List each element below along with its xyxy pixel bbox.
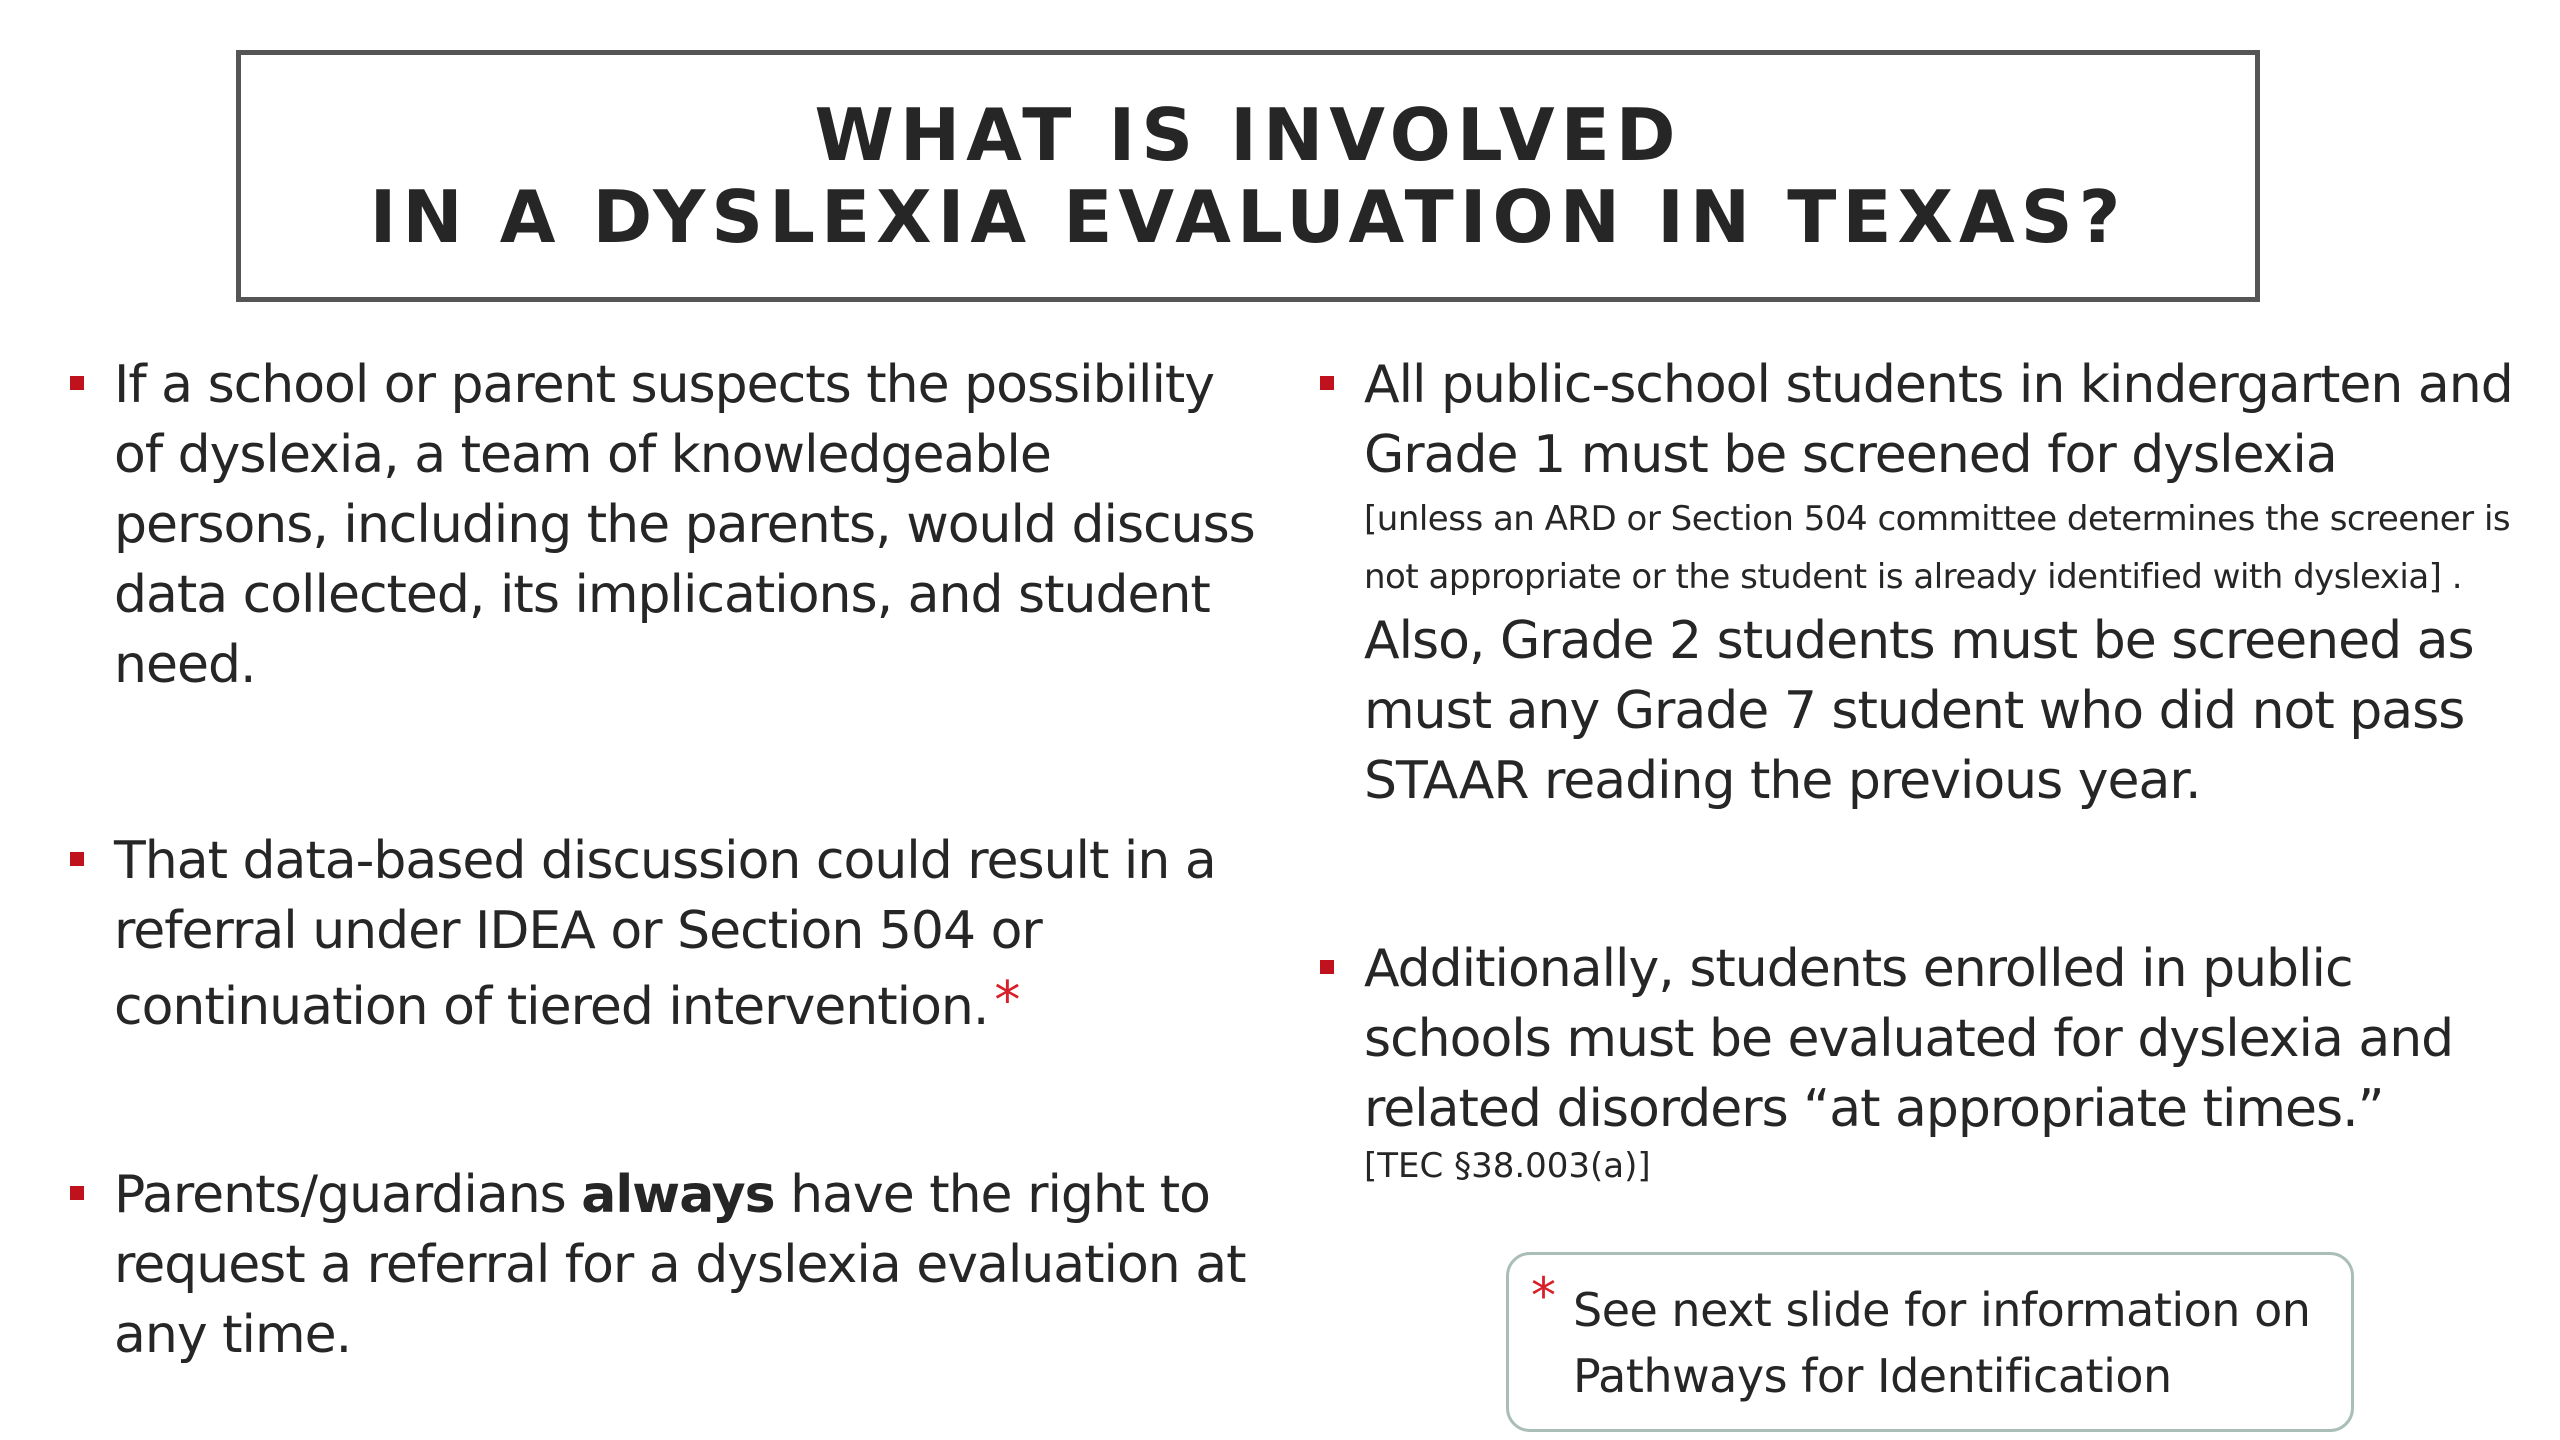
citation: [TEC §38.003(a)] xyxy=(1364,1146,1651,1186)
left-bullet-2-text xyxy=(114,826,1258,1042)
left-bullet-3-text xyxy=(114,1160,1258,1370)
note-text: See next slide for information on Pathways for Identification xyxy=(1573,1283,2311,1403)
right-bullet-1-bracket: [unless an ARD or Section 504 committee determines the screener is not appropriate or the student is already identified with dyslexia] . xyxy=(1364,499,2511,597)
title-line-1: WHAT IS INVOLVED xyxy=(814,93,1682,177)
right-bullet-1-main: All public-school students in kindergarten and Grade 1 must be screened for dyslexia xyxy=(1364,355,2513,485)
left-bullet-3-emphasis: always xyxy=(581,1165,775,1225)
note-asterisk: * xyxy=(1531,1267,1556,1325)
right-bullet-1-continued: Also, Grade 2 students must be screened as must any Grade 7 student who did not pass STAAR reading the previous year. xyxy=(1364,611,2474,811)
right-bullet-1 xyxy=(1318,350,2538,816)
left-bullet-2 xyxy=(68,826,1258,1042)
left-bullet-3 xyxy=(68,1160,1258,1370)
bullet-square-icon xyxy=(1320,960,1334,974)
left-bullet-3-before: Parents/guardians xyxy=(114,1165,582,1225)
title-line-2: IN A DYSLEXIA EVALUATION IN TEXAS? xyxy=(369,175,2127,259)
right-bullet-2-text: Additionally, students enrolled in public schools must be evaluated for dyslexia and related disorders “at appropriate times.” xyxy=(1364,939,2454,1139)
left-bullet-3-after: have the right to request a referral for a dyslexia evaluation at any time. xyxy=(114,1165,1246,1365)
right-bullet-2 xyxy=(1318,934,2538,1188)
bullet-square-icon xyxy=(1320,376,1334,390)
note-callout xyxy=(1506,1252,2354,1432)
footnote-asterisk: * xyxy=(994,971,1020,1031)
left-bullet-2-body: That data-based discussion could result in a referral under IDEA or Section 504 or continuation of tiered intervention. xyxy=(114,831,1216,1037)
bullet-square-icon xyxy=(70,852,84,866)
left-bullet-1 xyxy=(68,350,1258,700)
bullet-square-icon xyxy=(70,376,84,390)
left-bullet-1-text: If a school or parent suspects the possibility of dyslexia, a team of knowledgeable persons, including the parents, would discuss data collected, its implications, and student need. xyxy=(114,355,1255,695)
title-box xyxy=(236,50,2260,302)
bullet-square-icon xyxy=(70,1186,84,1200)
